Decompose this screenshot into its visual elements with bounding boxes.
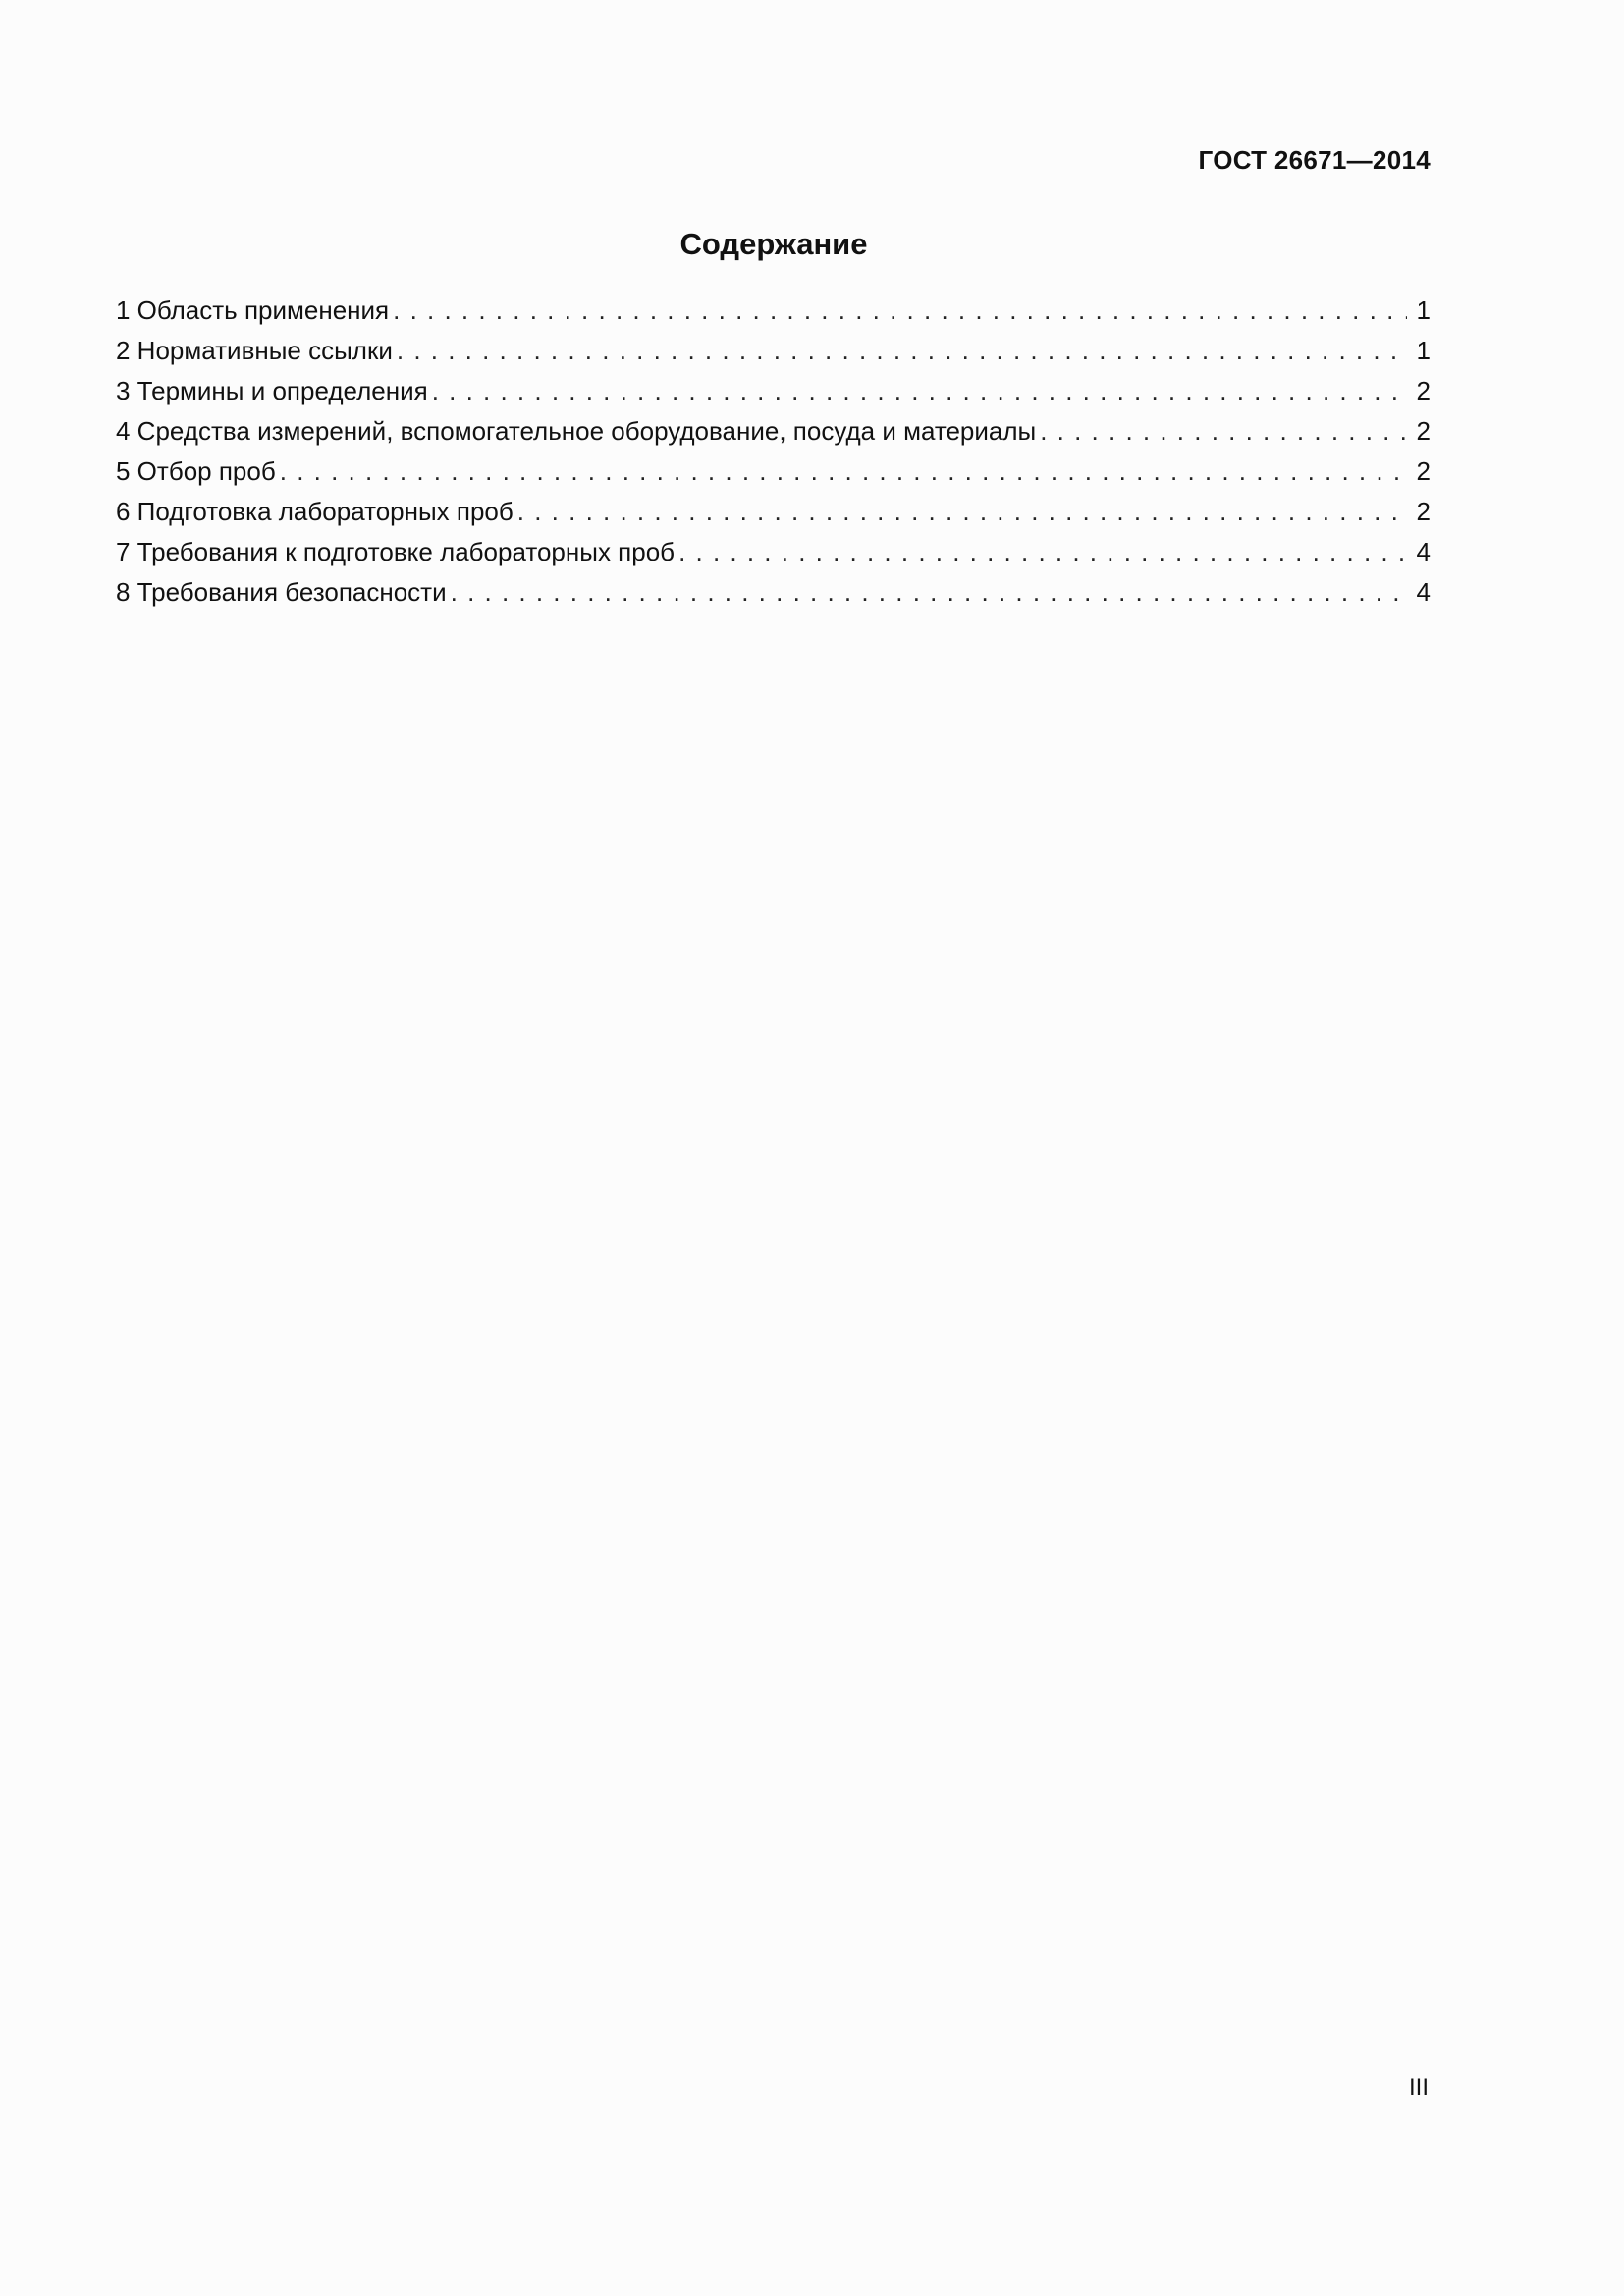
toc-entry[interactable] <box>116 415 1431 455</box>
toc-dot-leader <box>1040 415 1407 447</box>
toc-entry-page: 2 <box>1416 456 1431 486</box>
toc-entry[interactable] <box>116 496 1431 536</box>
toc-dot-leader <box>517 496 1407 527</box>
toc-entry-text: 5 Отбор проб <box>116 456 276 486</box>
toc-entry-text: 4 Средства измерений, вспомогательное оборудование, посуда и материалы <box>116 416 1037 446</box>
toc-entry-text: 7 Требования к подготовке лабораторных проб <box>116 537 676 566</box>
toc-entry[interactable] <box>116 294 1431 335</box>
toc-entry-text: 6 Подготовка лабораторных проб <box>116 497 514 526</box>
toc-title: Содержание <box>679 227 868 261</box>
toc-dot-leader <box>678 536 1407 567</box>
toc-entry[interactable] <box>116 455 1431 496</box>
toc-entry-text: 2 Нормативные ссылки <box>116 336 393 365</box>
toc-entry[interactable] <box>116 576 1431 616</box>
toc-entry-page: 1 <box>1416 336 1431 365</box>
toc-entry-page: 2 <box>1416 497 1431 526</box>
toc-dot-leader <box>393 294 1407 326</box>
document-code: ГОСТ 26671—2014 <box>1198 145 1431 175</box>
toc-entry-page: 2 <box>1416 376 1431 405</box>
toc-dot-leader <box>280 455 1407 487</box>
toc-entry[interactable] <box>116 375 1431 415</box>
toc-dot-leader <box>432 375 1407 406</box>
page-number: III <box>1408 2074 1429 2101</box>
toc-entry[interactable] <box>116 536 1431 576</box>
toc-entry-text: 1 Область применения <box>116 295 390 325</box>
toc-entry-page: 2 <box>1416 416 1431 446</box>
toc-entry-page: 1 <box>1416 295 1431 325</box>
toc-dot-leader <box>451 576 1407 608</box>
toc-entry-page: 4 <box>1416 577 1431 607</box>
toc-entry-text: 8 Требования безопасности <box>116 577 447 607</box>
toc-entry-page: 4 <box>1416 537 1431 566</box>
table-of-contents <box>116 294 1431 616</box>
toc-entry[interactable] <box>116 335 1431 375</box>
toc-entry-text: 3 Термины и определения <box>116 376 428 405</box>
toc-dot-leader <box>397 335 1407 366</box>
